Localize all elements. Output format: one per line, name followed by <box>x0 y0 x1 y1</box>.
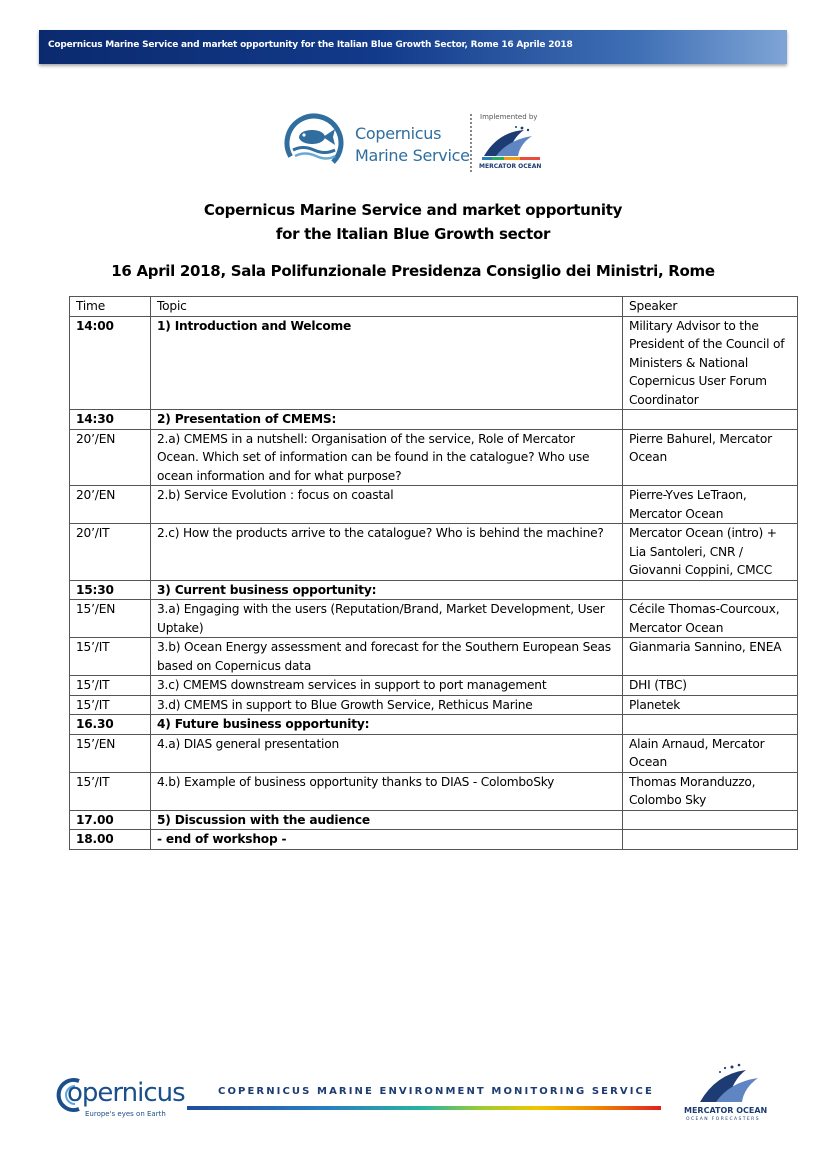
document-title-line-1: Copernicus Marine Service and market opportunity <box>203 201 623 219</box>
copernicus-tagline: Europe's eyes on Earth <box>85 1110 166 1118</box>
cmems-label: COPERNICUS MARINE ENVIRONMENT MONITORING SERVICE <box>218 1086 654 1097</box>
cell-topic: 3.c) CMEMS downstream services in support to port management <box>151 676 623 696</box>
mercator-wave-icon <box>478 124 544 162</box>
cell-time: 20’/IT <box>70 524 151 581</box>
cell-topic: 2) Presentation of CMEMS: <box>151 410 623 430</box>
table-row <box>70 600 798 638</box>
table-row <box>70 316 798 410</box>
cell-speaker <box>623 810 798 830</box>
header-time: Time <box>70 297 151 317</box>
cell-time: 15’/IT <box>70 772 151 810</box>
cell-time: 16.30 <box>70 715 151 735</box>
table-row <box>70 524 798 581</box>
table-row <box>70 638 798 676</box>
logo-divider <box>470 114 472 172</box>
cell-time: 15’/IT <box>70 676 151 696</box>
table-row <box>70 429 798 486</box>
table-row <box>70 734 798 772</box>
mercator-wordmark: MERCATOR OCEAN <box>684 1106 768 1115</box>
cell-time: 15’/EN <box>70 734 151 772</box>
cell-speaker <box>623 410 798 430</box>
table-header-row <box>70 297 798 317</box>
cell-speaker <box>623 830 798 850</box>
table-row <box>70 486 798 524</box>
cell-speaker <box>623 580 798 600</box>
cell-topic: 3) Current business opportunity: <box>151 580 623 600</box>
cell-time: 14:30 <box>70 410 151 430</box>
partner-name: MERCATOR OCEAN <box>479 163 542 170</box>
cell-time: 15:30 <box>70 580 151 600</box>
mercator-footer-logo <box>680 1062 780 1132</box>
cell-speaker: Pierre-Yves LeTraon, Mercator Ocean <box>623 486 798 524</box>
table-row <box>70 772 798 810</box>
copernicus-wordmark: opernicus <box>67 1078 185 1108</box>
cell-speaker: Cécile Thomas-Courcoux, Mercator Ocean <box>623 600 798 638</box>
header-speaker: Speaker <box>623 297 798 317</box>
copernicus-footer-logo <box>55 1075 185 1125</box>
copernicus-marine-logo <box>283 110 553 180</box>
logo-line-2: Marine Service <box>355 146 470 165</box>
header-topic: Topic <box>151 297 623 317</box>
cell-time: 15’/IT <box>70 638 151 676</box>
cell-speaker: Mercator Ocean (intro) + Lia Santoleri, CNR / Giovanni Coppini, CMCC <box>623 524 798 581</box>
cell-time: 15’/EN <box>70 600 151 638</box>
cell-speaker: DHI (TBC) <box>623 676 798 696</box>
table-row <box>70 410 798 430</box>
cell-topic: 2.b) Service Evolution : focus on coastal <box>151 486 623 524</box>
cell-speaker: Military Advisor to the President of the Council of Ministers & National Copernicus User Forum Coordinator <box>623 316 798 410</box>
cell-speaker: Thomas Moranduzzo, Colombo Sky <box>623 772 798 810</box>
cell-time: 14:00 <box>70 316 151 410</box>
fish-logo-icon <box>283 112 345 174</box>
mercator-ocean-icon <box>692 1062 772 1106</box>
logo-line-1: Copernicus <box>355 124 442 143</box>
cell-time: 15’/IT <box>70 695 151 715</box>
table-row <box>70 715 798 735</box>
table-row <box>70 830 798 850</box>
mercator-tagline: OCEAN FORECASTERS <box>686 1117 760 1122</box>
banner-title: Copernicus Marine Service and market opportunity for the Italian Blue Growth Sector, Rome 16 Aprile 2018 <box>48 40 573 50</box>
header-banner <box>39 30 787 64</box>
event-date-venue: 16 April 2018, Sala Polifunzionale Presidenza Consiglio dei Ministri, Rome <box>111 262 715 280</box>
cell-topic: 4.b) Example of business opportunity thanks to DIAS - ColomboSky <box>151 772 623 810</box>
table-row <box>70 580 798 600</box>
table-row <box>70 695 798 715</box>
cell-topic: 5) Discussion with the audience <box>151 810 623 830</box>
cell-topic: 1) Introduction and Welcome <box>151 316 623 410</box>
cell-topic: 4.a) DIAS general presentation <box>151 734 623 772</box>
cell-speaker <box>623 715 798 735</box>
cell-topic: 3.b) Ocean Energy assessment and forecast for the Southern European Seas based on Copernicus data <box>151 638 623 676</box>
cell-speaker: Planetek <box>623 695 798 715</box>
cell-topic: 3.d) CMEMS in support to Blue Growth Service, Rethicus Marine <box>151 695 623 715</box>
cmems-color-bar <box>187 1106 661 1110</box>
cell-time: 20’/EN <box>70 429 151 486</box>
cell-speaker: Alain Arnaud, Mercator Ocean <box>623 734 798 772</box>
table-row <box>70 676 798 696</box>
cell-time: 18.00 <box>70 830 151 850</box>
cell-time: 17.00 <box>70 810 151 830</box>
cell-speaker: Pierre Bahurel, Mercator Ocean <box>623 429 798 486</box>
cell-speaker: Gianmaria Sannino, ENEA <box>623 638 798 676</box>
agenda-table <box>69 296 798 850</box>
cell-topic: 3.a) Engaging with the users (Reputation/Brand, Market Development, User Uptake) <box>151 600 623 638</box>
table-row <box>70 810 798 830</box>
cell-time: 20’/EN <box>70 486 151 524</box>
cell-topic: - end of workshop - <box>151 830 623 850</box>
cell-topic: 2.c) How the products arrive to the catalogue? Who is behind the machine? <box>151 524 623 581</box>
cell-topic: 4) Future business opportunity: <box>151 715 623 735</box>
implemented-by-label: Implemented by <box>480 113 538 121</box>
cell-topic: 2.a) CMEMS in a nutshell: Organisation of the service, Role of Mercator Ocean. Which set of information can be found in the catalogue? Who use ocean information and for what purpose? <box>151 429 623 486</box>
document-title-line-2: for the Italian Blue Growth sector <box>275 225 551 243</box>
